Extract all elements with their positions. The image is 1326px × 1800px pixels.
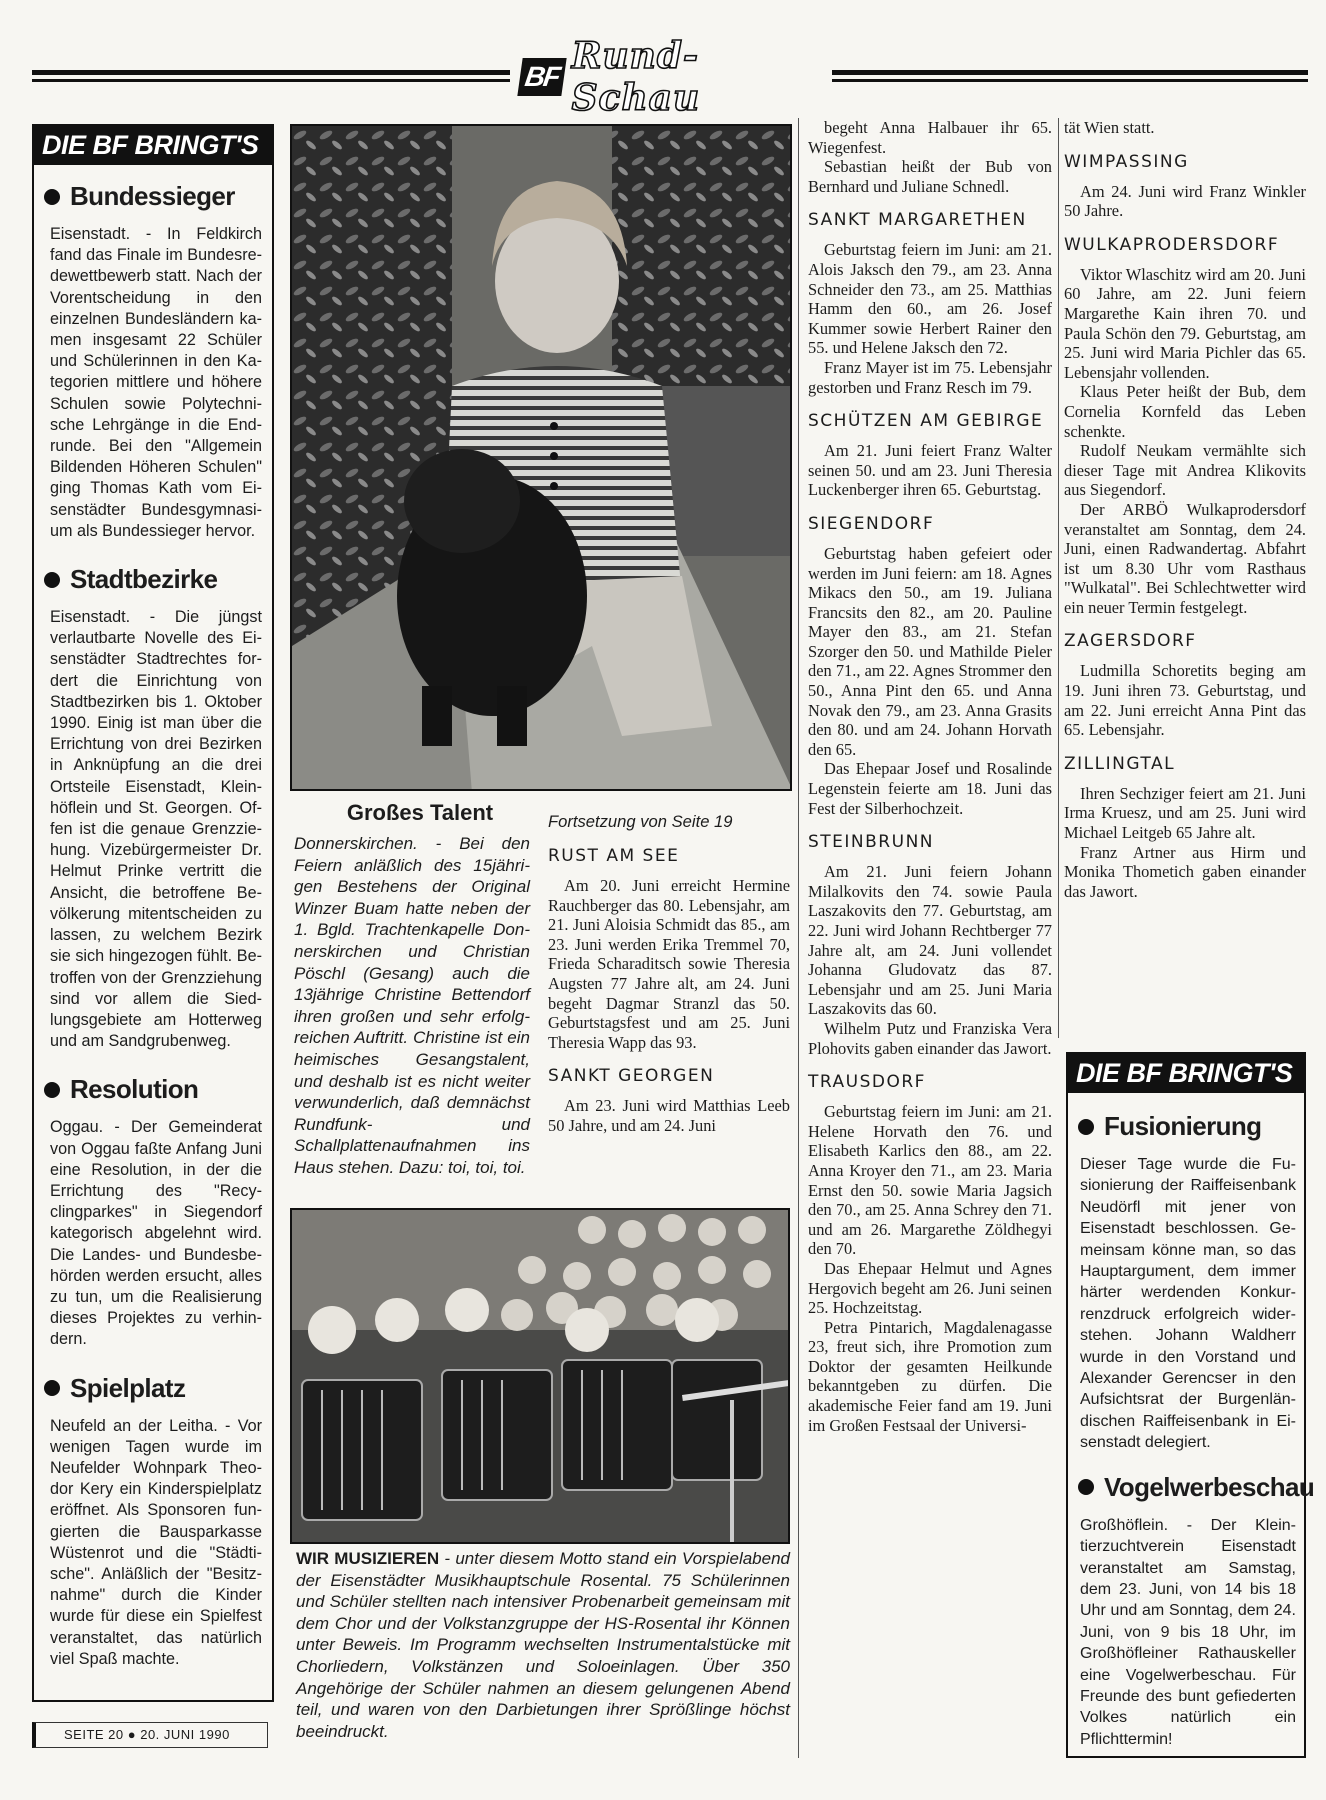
masthead	[520, 35, 825, 119]
section-heading: ZILLINGTAL	[1064, 753, 1176, 774]
paragraph: Geburtstag feiern im Juni: am 21. Alois Jaksch den 79., am 23. Anna Schneider den 73., am 25. Matthias Hamm den 60., am 26. Josef Kummer sowie Herbert Rainer den 55. und Helene Jaksch den 72.	[808, 240, 1052, 358]
paragraph: Wilhelm Putz und Franziska Vera Plohovits gaben einander das Jawort.	[808, 1018, 1052, 1058]
column-rust	[548, 812, 790, 1136]
section-heading: SCHÜTZEN AM GEBIRGE	[808, 411, 1044, 432]
section-heading: SANKT GEORGEN	[548, 1066, 715, 1087]
page-footer: SEITE 20 ● 20. JUNI 1990	[32, 1722, 268, 1748]
paragraph: Am 24. Juni wird Franz Winkler 50 Jahre.	[1064, 181, 1306, 221]
photo-girl-with-dog	[290, 124, 792, 791]
article-heading: Bundessieger	[44, 181, 264, 212]
article-heading: Vogelwerbeschau	[1078, 1472, 1298, 1503]
talent-heading: Großes Talent	[346, 800, 494, 825]
section-heading: SANKT MARGARETHEN	[808, 210, 1027, 231]
paragraph: Rudolf Neukam vermählte sich dieser Tage mit Andrea Klikovits aus Siegendorf.	[1064, 441, 1306, 500]
paragraph: Klaus Peter heißt der Bub, dem Cornelia Kornfeld das Leben schenkte.	[1064, 382, 1306, 441]
paragraph: Am 23. Juni wird Matthias Leeb 50 Jahre, und am 24. Juni	[548, 1096, 790, 1135]
section-heading: STEINBRUNN	[808, 832, 934, 853]
article-text: Dieser Tage wurde die Fusionierung der Raiffeisenbank Neudörfl mit jener von Eisenstadt beschlossen. Gemeinsam könne man, so das Hauptargument, dem immer härter werdenden Konkurrenzdruck erfolgreich widerstehen. Johann Waldherr wurde in den Vorstand und Alexander Gerencser in den Aufsichtsrat der Burgenländischen Raiffeisenbank in Eisenstadt delegiert.	[1080, 1156, 1296, 1452]
caption-text: - unter diesem Motto stand ein Vorspielabend der Eisenstädter Musikhauptschule Rosental. 75 Schülerinnen und Schüler stellten nach intensiver Probenarbeit gemeinsam mit dem Chor und der Volkstanzgruppe der HS-Rosental ihr Können unter Beweis. Im Programm wechselten Instrumentalstücke mit Chorliedern, Volkstänzen und Soloeinlagen. Über 350 Angehörige der Schüler nahmen an diesem gelungenen Abend teil, und waren von den Darbietungen ihrer Sprößlinge höchst beeindruckt.	[296, 1549, 790, 1741]
section-heading: ZAGERSDORF	[1064, 631, 1197, 652]
paragraph: Ihren Sechziger feiert am 21. Juni Irma Kruesz, und am 25. Juni wird Michael Leitgeb 65 Jahre alt.	[1064, 783, 1306, 843]
paragraph: tät Wien statt.	[1064, 118, 1155, 137]
paragraph: Viktor Wlaschitz wird am 20. Juni 60 Jahre, am 22. Juni feiern Margarethe Kain ihren 70. und Paula Schön den 79. Geburtstag, am 25. Juni wird Maria Pichler das 65. Lebensjahr vollenden.	[1064, 264, 1306, 382]
column-middle	[808, 118, 1052, 1435]
right-news-box	[1066, 1052, 1315, 1758]
paragraph: Geburtstag haben gefeiert oder werden im Juni feiern: am 18. Agnes Mikacs den 50., am 19. Juliana Francsits den 82., am 20. Pauline Mayer den 83., am 21. Stefan Szorger den 50. und Mathilde Pieler den 71., am 22. Agnes Strommer den 50., Anna Pint den 65. und Anna Novak den 79., am 23. Anna Grasits den 80. und am 24. Johann Horvath den 65.	[808, 543, 1052, 759]
right-box-title: DIE BF BRINGT'S	[1068, 1054, 1304, 1093]
section-heading: SIEGENDORF	[808, 513, 935, 534]
article-heading: Stadtbezirke	[44, 564, 264, 595]
paragraph: Am 20. Juni erreicht Hermine Rauchberger das 80. Lebensjahr, am 21. Juni Aloisia Schmidt das 85., am 23. Juni werden Erika Tremmel 70, Frieda Scharaditsch sowie Theresia Augsten 77 Jahre alt, am 24. Juni begeht Dagmar Stranzl das 50. Geburtstagsfest und am 25. Juni Theresia Wapp das 93.	[548, 876, 790, 1052]
paragraph: Am 21. Juni feiern Johann Milalkovits den 74. sowie Paula Laszakovits den 77. Geburtstag, am 22. Juni wird Johann Rechtberger 77 Jahre alt, am 24. Juni vollendet Johanna Gludovatz das 87. Lebensjahr und am 25. Juni Maria Laszakovits das 60.	[808, 862, 1052, 1019]
article-text: Neufeld an der Leitha. - Vor wenigen Tagen wurde im Neufelder Wohnpark Theodor Kery ein Kinderspielplatz eröffnet. Als Sponsoren fungierten die Bausparkasse Wüstenrot und die "Städtische". Anläßlich der "Besitznahme" durch die Kinder wurde für diese ein Spielfest veranstaltet, das natürlich viel Spaß machte.	[50, 1416, 262, 1668]
photo-accordion-students	[290, 1208, 790, 1544]
section-heading: TRAUSDORF	[808, 1072, 926, 1093]
article-heading: Fusionierung	[1078, 1111, 1298, 1142]
article-heading: Resolution	[44, 1074, 264, 1105]
article-text: Eisenstadt. - In Feldkirch fand das Finale im Bundesredewettbewerb statt. Nach der Vorentscheidung in den einzelnen Bundesländern kamen insgesamt 22 Schüler und Schülerinnen in den Kategorien mittlere und höhere Schulen sowie Polytechnische Lehrgänge in die Endrunde. Bei den "Allgemein Bildenden Höheren Schulen" ging Thomas Kath vom Eisenstädter Bundesgymnasium als Bundessieger hervor.	[50, 225, 262, 540]
continuation-note: Fortsetzung von Seite 19	[548, 812, 733, 831]
paragraph: Franz Mayer ist im 75. Lebensjahr gestorben und Franz Resch im 79.	[808, 357, 1052, 397]
article-text: Oggau. - Der Gemeinderat von Oggau faßte Anfang Juni eine Resolution, in der die Errichtung des "Recyclingparkes" in Siegendorf kategorisch abgelehnt wird. Die Landes- und Bundesbehörden werden ersucht, alles zu tun, um die Realisierung dieses Projektes zu verhindern.	[50, 1118, 262, 1349]
section-title: Rund-Schau	[571, 35, 701, 119]
column-divider	[798, 118, 799, 1758]
paragraph: Petra Pintarich, Magdalenagasse 23, freut sich, ihre Promotion zum Doktor der gesamten Heilkunde bekanntgeben zu dürfen. Die akademische Feier fand am 19. Juni im Großen Festsaal der Universi-	[808, 1317, 1052, 1435]
left-news-box	[32, 124, 274, 1702]
article-text: Eisenstadt. - Die jüngst verlautbarte Novelle des Eisenstädter Stadtrechtes fordert die Einrichtung von Stadtbezirken bis 1. Oktober 1990. Einig ist man über die Errichtung von drei Bezirken in Anknüpfung an die drei Ortsteile Eisenstadt, Kleinhöflein und St. Georgen. Offen ist die genaue Grenzziehung. Vizebürgermeister Dr. Helmut Prinke vertritt die Ansicht, die betroffene Bevölkerung mitentscheiden zu lassen, zu welchem Bezirk sie sich hingezogen fühlt. Betroffen von der Grenzziehung sind vor allem die Siedlungsgebiete am Hotterweg und am Sandgrubenweg.	[50, 608, 262, 1051]
paragraph: Am 21. Juni feiert Franz Walter seinen 50. und am 23. Juni Theresia Luckenberger ihren 65. Geburtstag.	[808, 441, 1052, 500]
paragraph: Ludmilla Schoretits beging am 19. Juni ihren 73. Geburtstag, und am 22. Juni erreicht Anna Pint das 65. Lebensjahr.	[1064, 661, 1306, 740]
paragraph: Geburtstag feiern im Juni: am 21. Helene Horvath den 76. und Elisabeth Karlics den 88., am 22. Anna Kroyer den 71., am 23. Maria Ernst den 50. sowie Maria Jagsich den 70., am 25. Anna Schrey den 71. und am 26. Margarethe Zöldhegyi den 70.	[808, 1102, 1052, 1259]
section-heading: WULKAPRODERSDORF	[1064, 234, 1280, 255]
paragraph: begeht Anna Halbauer ihr 65. Wiegenfest.	[808, 118, 1052, 157]
column-divider	[1058, 118, 1059, 1038]
paragraph: Der ARBÖ Wulkaprodersdorf veranstaltet am Sonntag, dem 24. Juni, einen Radwandertag. Abfahrt ist um 8.30 Uhr vom Rasthaus "Wulkatal". Bei Schlechtwetter wird ein neuer Termin festgelegt.	[1064, 499, 1306, 617]
left-box-title: DIE BF BRINGT'S	[34, 126, 272, 165]
talent-text: Donnerskirchen. - Bei den Feiern anläßlich des 15jährigen Bestehens der Original Winzer Buam hatte neben der 1. Bgld. Trachtenkapelle Donnerskirchen und Christian Pöschl (Gesang) auch die 13jährige Christine Bettendorf ihren großen und sehr erfolgreichen Auftritt. Christine ist ein heimisches Gesangstalent, und deshalb ist es nicht weiter verwunderlich, daß demnächst Rundfunk- und Schallplattenaufnahmen ins Haus stehen. Dazu: toi, toi, toi.	[294, 834, 530, 1177]
bf-logo: BF	[517, 58, 566, 96]
header-rule-left	[32, 70, 510, 82]
paragraph: Das Ehepaar Helmut und Agnes Hergovich begeht am 26. Juni seinen 25. Hochzeitstag.	[808, 1258, 1052, 1318]
section-heading: RUST AM SEE	[548, 846, 680, 866]
header-rule-right	[832, 70, 1308, 82]
paragraph: Franz Artner aus Hirm und Monika Thometich gaben einander das Jawort.	[1064, 842, 1306, 901]
article-heading: Spielplatz	[44, 1373, 264, 1404]
article-text: Großhöflein. - Der Kleintierzuchtverein Eisenstadt veranstaltet am Samstag, dem 23. Juni, von 14 bis 18 Uhr und am Sonntag, dem 24. Juni, von 9 bis 18 Uhr, im Großhöfleiner Rathauskeller eine Vogelwerbeschau. Für Freunde des bunt gefiederten Volkes natürlich ein Pflichttermin!	[1080, 1516, 1296, 1748]
column-right	[1064, 118, 1306, 901]
photo-caption	[296, 1548, 790, 1742]
caption-lead: WIR MUSIZIEREN	[296, 1549, 440, 1568]
paragraph: Sebastian heißt der Bub von Bernhard und Juliane Schnedl.	[808, 157, 1052, 196]
paragraph: Das Ehepaar Josef und Rosalinde Legenstein feierte am 18. Juni das Fest der Silberhochzeit.	[808, 759, 1052, 818]
section-heading: WIMPASSING	[1064, 151, 1189, 172]
